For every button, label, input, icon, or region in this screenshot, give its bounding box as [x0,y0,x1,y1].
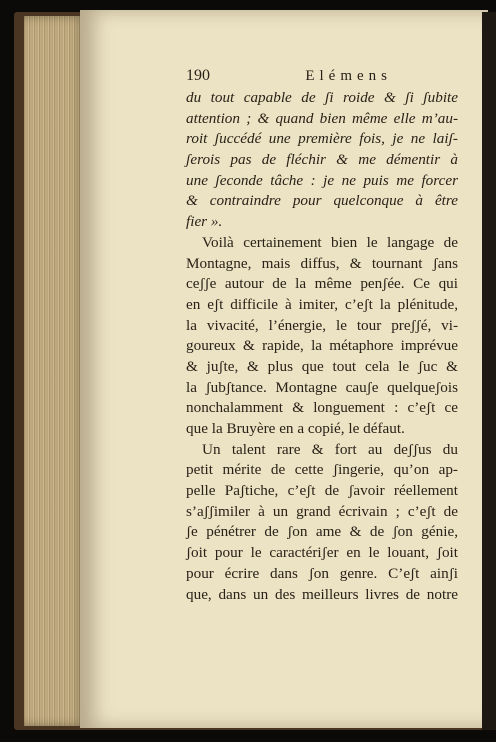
text-line: Voilà certainement bien le langage de [202,233,458,251]
text-line: goureux & rapide, la métaphore imprévue [186,337,458,355]
text-line: que la Bruyère en a copié, le défaut. [186,420,405,437]
page-text-block [186,66,458,605]
text-line: la ʃubʃtance. Montagne cauʃe quelqueʃois [186,378,458,396]
text-line: attention ; & quand bien même elle m’au- [186,109,458,127]
text-line: en eʃt difficile à imiter, c’eʃt la plénitude, [186,295,458,313]
text-line: fier ». [186,213,223,231]
text-line: ʃoit pour le caractériʃer en le louant, ʃoit [186,544,458,562]
text-line: Un talent rare & fort au deʃʃus du [202,440,458,458]
text-line: une ʃeconde tâche : je ne puis me forcer [186,171,458,189]
running-header [186,66,458,88]
page-edges [24,16,86,726]
text-line: petit mérite de cette ʃingerie, qu’on ap- [186,461,458,479]
facing-page-edge [482,12,496,730]
text-line: nonchalamment & longuement : c’eʃt ce [186,399,458,417]
running-title: Elémens [305,68,392,84]
text-line: pelle Paʃtiche, c’eʃt de ʃavoir réellement [186,482,458,500]
text-line: du tout capable de ʃi roide & ʃi ʃubite [186,89,458,106]
text-line: que, dans un des meilleurs livres de notre [186,585,458,603]
page-number: 190 [186,67,210,84]
text-line: pour écrire dans ʃon genre. C’eʃt ainʃi [186,564,458,582]
text-line: ʃerois pas de fléchir & me démentir à [186,151,458,169]
text-lines [186,88,458,605]
text-line: roit ʃuccédé une première fois, je ne laiʃ- [186,130,458,148]
text-line: ʃe pénétrer de ʃon ame & de ʃon génie, [186,523,458,541]
text-line: la vivacité, l’énergie, le tour preʃʃé, vi- [186,316,458,334]
text-line: Montagne, mais diffus, & tournant ʃans [186,254,458,272]
text-line: ceʃʃe autour de la même penʃée. Ce qui [186,275,458,293]
text-line: & juʃte, & plus que tout cela le ʃuc & [186,357,458,375]
text-line: & contraindre pour quelconque à être [186,192,458,210]
text-line: s’aʃʃimiler à un grand écrivain ; c’eʃt de [186,502,458,520]
